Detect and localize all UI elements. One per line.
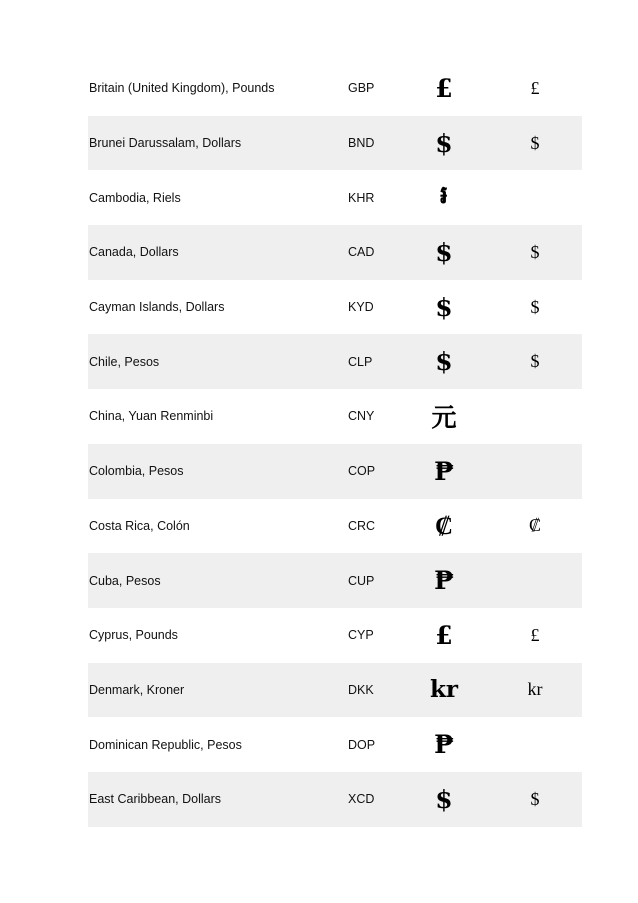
currency-symbol: $ (530, 241, 540, 262)
country-name: Cuba, Pesos (89, 573, 161, 588)
currency-code: BND (348, 136, 375, 151)
table-row (88, 280, 582, 335)
currency-glyph: $ (435, 292, 453, 322)
currency-glyph: $ (435, 128, 453, 158)
currency-glyph: £ (435, 73, 453, 103)
currency-glyph: ៛ (440, 179, 448, 209)
currency-code: CRC (348, 518, 376, 533)
table-row (88, 225, 582, 280)
currency-glyph: ₡ (434, 510, 454, 540)
currency-code: GBP (348, 81, 375, 96)
currency-glyph: $ (435, 237, 453, 267)
country-name: China, Yuan Renminbi (89, 409, 214, 424)
currency-code: KHR (348, 190, 375, 205)
table-row (88, 116, 582, 171)
currency-symbol: £ (530, 624, 540, 645)
table-row (88, 170, 582, 225)
currency-symbol (520, 389, 550, 444)
currency-glyph: ₱ (434, 730, 454, 760)
currency-code: CUP (348, 573, 375, 588)
table-row (88, 389, 582, 444)
table-row (88, 444, 582, 499)
country-name: Dominican Republic, Pesos (89, 737, 242, 752)
currency-code: CAD (348, 245, 375, 260)
currency-code: CNY (348, 409, 375, 424)
country-name: Colombia, Pesos (89, 464, 184, 479)
currency-code: XCD (348, 792, 375, 807)
currency-symbol: $ (530, 296, 540, 317)
currency-symbol: $ (530, 132, 540, 153)
currency-code: KYD (348, 300, 374, 315)
table-row (88, 663, 582, 718)
currency-symbol: $ (530, 351, 540, 372)
currency-glyph: $ (435, 347, 453, 377)
currency-symbol: £ (530, 77, 540, 98)
table-row (88, 334, 582, 389)
currency-code: COP (348, 464, 376, 479)
country-name: Britain (United Kingdom), Pounds (89, 81, 275, 96)
currency-table (88, 61, 582, 827)
country-name: Brunei Darussalam, Dollars (89, 136, 242, 151)
country-name: Cayman Islands, Dollars (89, 300, 225, 315)
country-name: Canada, Dollars (89, 245, 179, 260)
currency-glyph: kr (429, 676, 459, 704)
currency-code: CLP (348, 354, 373, 369)
currency-symbol (520, 444, 550, 499)
currency-glyph: ₱ (434, 566, 454, 596)
country-name: Denmark, Kroner (89, 682, 185, 697)
currency-code: DOP (348, 737, 376, 752)
currency-glyph: 元 (431, 403, 457, 433)
currency-code: CYP (348, 628, 374, 643)
country-name: Chile, Pesos (89, 354, 160, 369)
country-name: Cambodia, Riels (89, 190, 181, 205)
currency-symbol (520, 717, 550, 772)
table-row (88, 772, 582, 827)
currency-symbol: $ (530, 788, 540, 809)
country-name: East Caribbean, Dollars (89, 792, 222, 807)
table-row (88, 553, 582, 608)
table-row (88, 717, 582, 772)
currency-glyph: ₱ (434, 456, 454, 486)
currency-symbol (520, 553, 550, 608)
currency-symbol (520, 170, 550, 225)
currency-code: DKK (348, 682, 374, 697)
currency-glyph: £ (435, 620, 453, 650)
currency-symbol: kr (527, 679, 543, 700)
currency-glyph: $ (435, 784, 453, 814)
table-row (88, 608, 582, 663)
table-row (88, 61, 582, 116)
table-row (88, 499, 582, 554)
country-name: Costa Rica, Colón (89, 518, 190, 533)
country-name: Cyprus, Pounds (89, 628, 178, 643)
currency-symbol: ₡ (528, 515, 541, 536)
